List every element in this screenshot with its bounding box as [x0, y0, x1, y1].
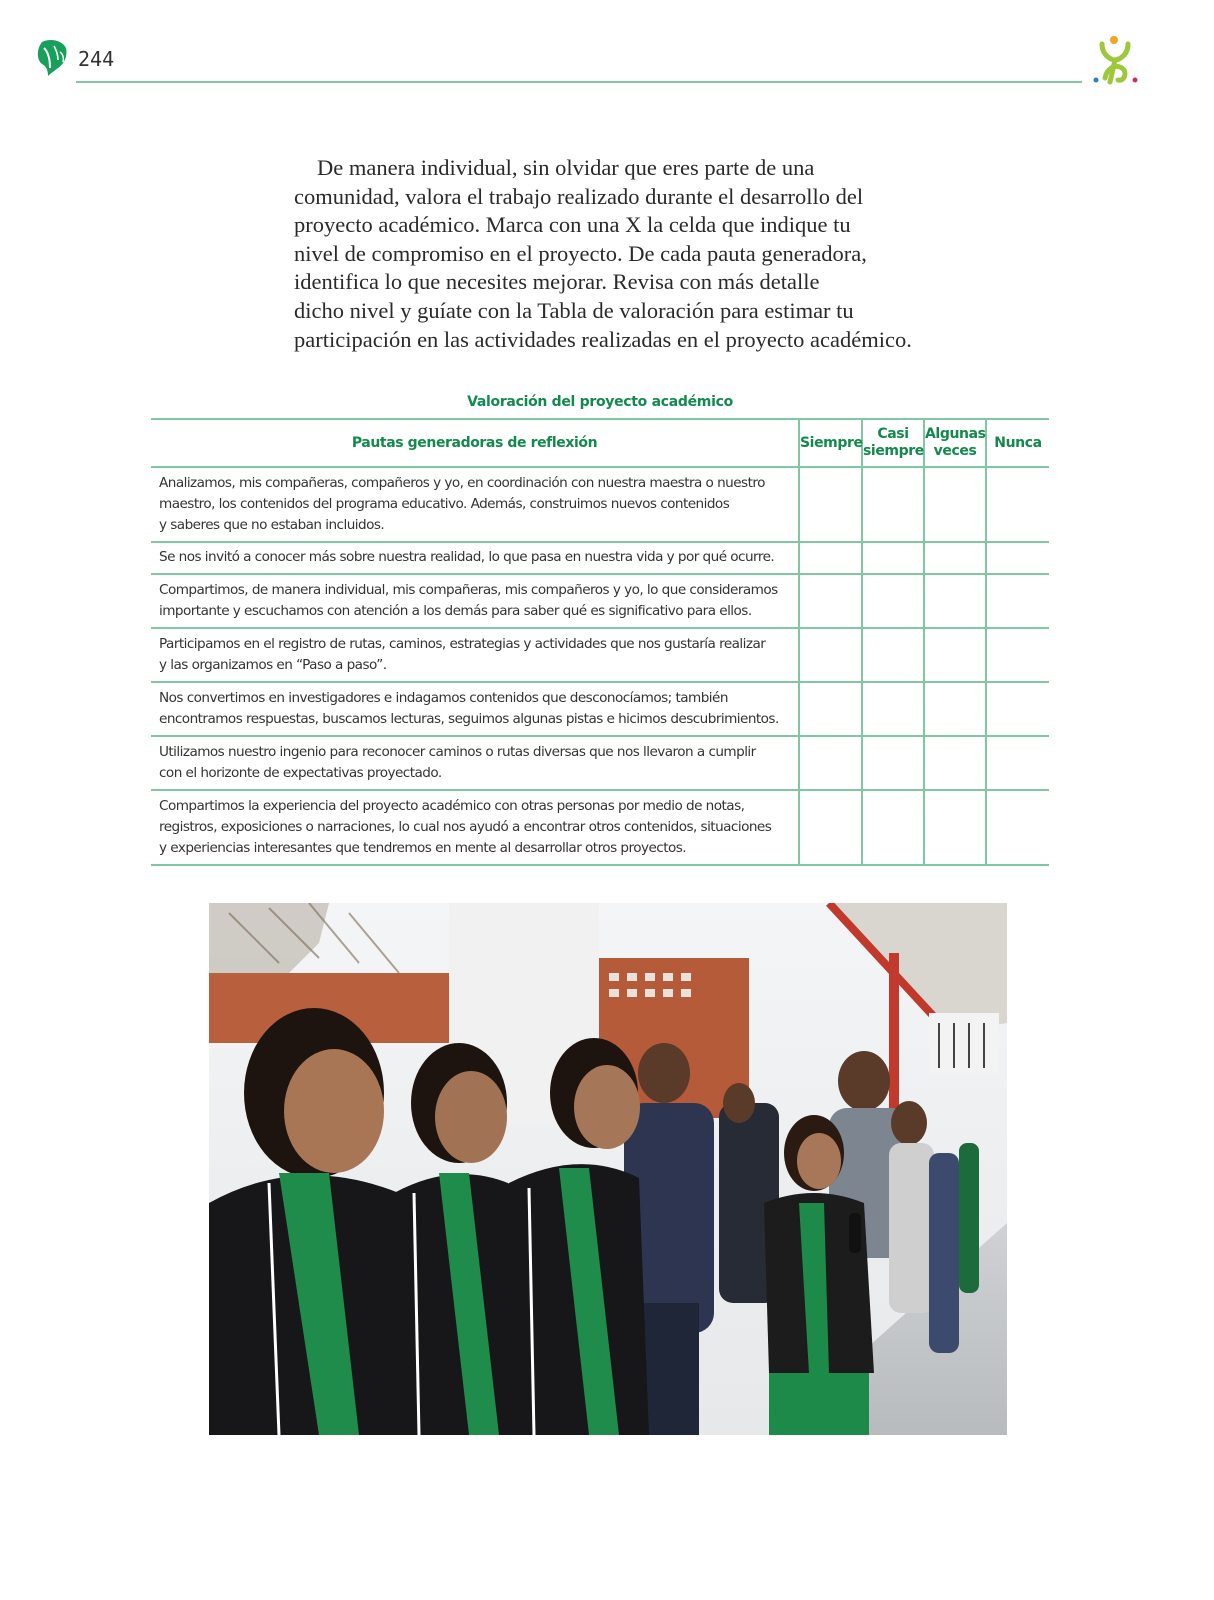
- pauta-text: Utilizamos nuestro ingenio para reconocer caminos o rutas diversas que nos llevaron a cumplir con el horizonte de expectativas proyectado.: [159, 743, 756, 781]
- pauta-text: Nos convertimos en investigadores e indagamos contenidos que desconocíamos; también encontramos respuestas, buscamos lecturas, seguimos algunas pistas e hicimos descubrimientos.: [159, 689, 779, 727]
- pauta-cell: [151, 682, 799, 736]
- table-row: [151, 467, 1049, 542]
- table-row: [151, 542, 1049, 574]
- cell-casi-siempre[interactable]: [862, 574, 924, 628]
- page-header: [0, 0, 1214, 100]
- pauta-text: Participamos en el registro de rutas, caminos, estrategias y actividades que nos gustaría realizar y las organizamos en “Paso a paso”.: [159, 635, 766, 673]
- cell-siempre[interactable]: [799, 542, 862, 574]
- header-rule: [76, 81, 1082, 83]
- pauta-cell: [151, 574, 799, 628]
- leaf-icon: [36, 38, 68, 76]
- intro-line: proyecto académico. Marca con una X la celda que indique tu: [294, 212, 851, 238]
- pauta-cell: [151, 467, 799, 542]
- pauta-text: Compartimos la experiencia del proyecto académico con otras personas por medio de notas, registros, exposiciones o narraciones, lo cual nos ayudó a encontrar otros contenidos, situaciones y experiencias interesantes que tendremos en mente al desarrollar otros proyectos.: [159, 797, 772, 857]
- cell-nunca[interactable]: [986, 790, 1049, 865]
- pauta-cell: [151, 628, 799, 682]
- table-row: [151, 682, 1049, 736]
- intro-paragraph: [294, 154, 954, 354]
- table-header-row: [151, 419, 1049, 467]
- cell-siempre[interactable]: [799, 736, 862, 790]
- header-nunca: Nunca: [986, 419, 1049, 467]
- pauta-text: Se nos invitó a conocer más sobre nuestra realidad, lo que pasa en nuestra vida y por qué ocurre.: [159, 549, 775, 566]
- cell-algunas-veces[interactable]: [924, 542, 986, 574]
- pauta-text: Analizamos, mis compañeras, compañeros y yo, en coordinación con nuestra maestra o nuestro maestro, los contenidos del programa educativo. Además, construimos nuevos contenidos y saberes que no estaban incluidos.: [159, 474, 765, 534]
- page-number: 244: [78, 47, 115, 71]
- intro-line: nivel de compromiso en el proyecto. De cada pauta generadora,: [294, 240, 867, 266]
- cell-siempre[interactable]: [799, 790, 862, 865]
- intro-line: identifica lo que necesites mejorar. Revisa con más detalle: [294, 269, 820, 295]
- students-photo-illustration: [209, 903, 1007, 1435]
- cell-casi-siempre[interactable]: [862, 542, 924, 574]
- brand-logo: [1088, 34, 1142, 88]
- cell-casi-siempre[interactable]: [862, 736, 924, 790]
- intro-line: dicho nivel y guíate con la Tabla de valoración para estimar tu: [294, 297, 854, 323]
- table-row: [151, 628, 1049, 682]
- pauta-cell: [151, 790, 799, 865]
- header-casi-siempre: Casi siempre: [862, 419, 924, 467]
- table-caption: Valoración del proyecto académico: [467, 394, 733, 410]
- pauta-cell: [151, 542, 799, 574]
- header-siempre: Siempre: [799, 419, 862, 467]
- assessment-table: [151, 418, 1049, 866]
- cell-siempre[interactable]: [799, 574, 862, 628]
- cell-casi-siempre[interactable]: [862, 790, 924, 865]
- cell-siempre[interactable]: [799, 628, 862, 682]
- header-pautas: Pautas generadoras de reflexión: [151, 419, 799, 467]
- cell-nunca[interactable]: [986, 574, 1049, 628]
- header-algunas-veces: Algunas veces: [924, 419, 986, 467]
- pauta-cell: [151, 736, 799, 790]
- table-row: [151, 736, 1049, 790]
- cell-nunca[interactable]: [986, 542, 1049, 574]
- cell-algunas-veces[interactable]: [924, 736, 986, 790]
- intro-line: comunidad, valora el trabajo realizado durante el desarrollo del: [294, 183, 864, 209]
- cell-casi-siempre[interactable]: [862, 682, 924, 736]
- cell-algunas-veces[interactable]: [924, 628, 986, 682]
- table-row: [151, 574, 1049, 628]
- cell-nunca[interactable]: [986, 467, 1049, 542]
- students-photo: [209, 903, 1007, 1435]
- cell-nunca[interactable]: [986, 736, 1049, 790]
- intro-line: De manera individual, sin olvidar que eres parte de una: [317, 155, 815, 180]
- cell-casi-siempre[interactable]: [862, 628, 924, 682]
- intro-line: participación en las actividades realizadas en el proyecto académico.: [294, 326, 912, 352]
- cell-algunas-veces[interactable]: [924, 682, 986, 736]
- cell-siempre[interactable]: [799, 467, 862, 542]
- cell-nunca[interactable]: [986, 628, 1049, 682]
- table-row: [151, 790, 1049, 865]
- cell-casi-siempre[interactable]: [862, 467, 924, 542]
- cell-algunas-veces[interactable]: [924, 790, 986, 865]
- cell-algunas-veces[interactable]: [924, 467, 986, 542]
- pauta-text: Compartimos, de manera individual, mis compañeras, mis compañeros y yo, lo que consideramos importante y escuchamos con atención a los demás para saber qué es significativo para ellos.: [159, 581, 778, 619]
- cell-algunas-veces[interactable]: [924, 574, 986, 628]
- cell-nunca[interactable]: [986, 682, 1049, 736]
- cell-siempre[interactable]: [799, 682, 862, 736]
